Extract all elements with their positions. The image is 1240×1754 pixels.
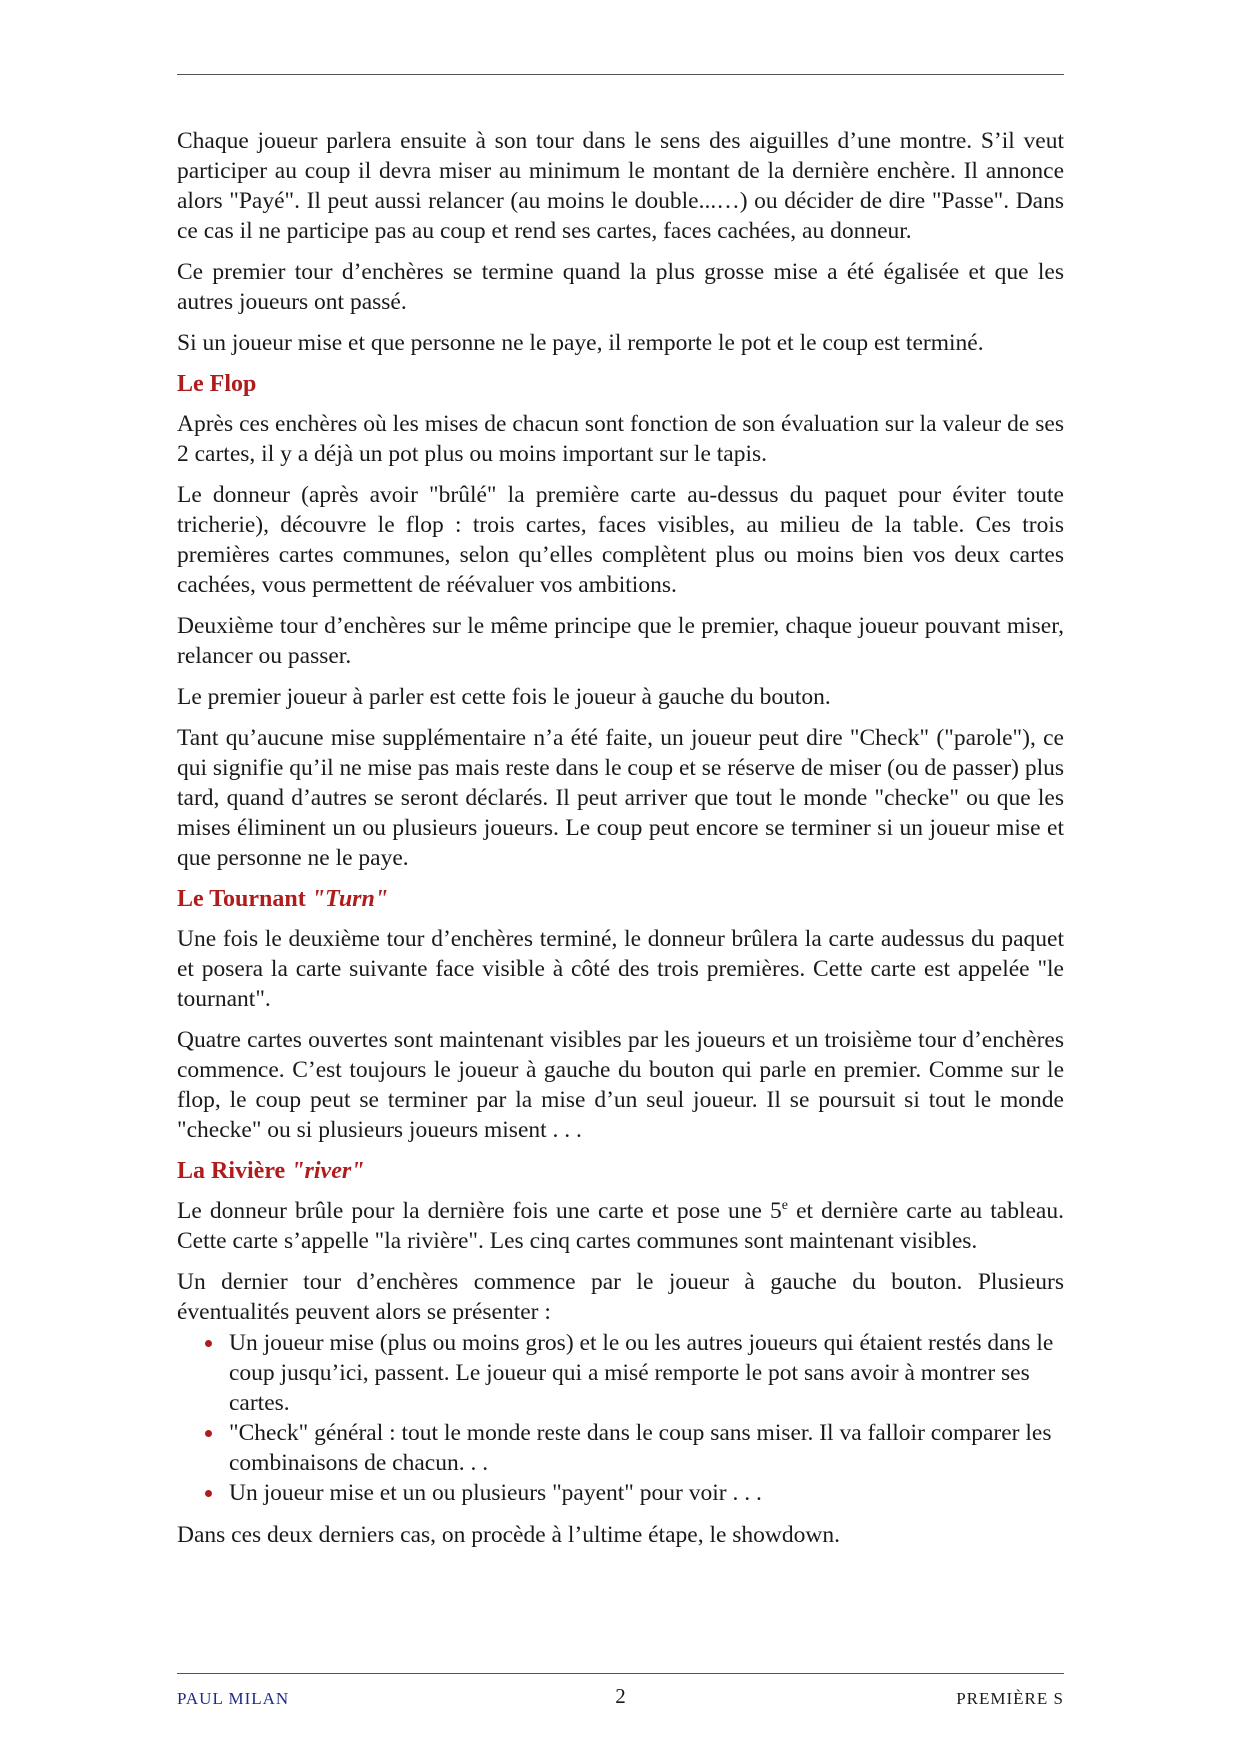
paragraph: Le premier joueur à parler est cette fois le joueur à gauche du bouton. — [177, 684, 831, 710]
paragraph: Quatre cartes ouvertes sont maintenant visibles par les joueurs et un troisième tour d’enchères commence. C’est toujours le joueur à gauche du bouton qui parle en premier. Comme sur le flop, le coup peut se terminer par la mise d’un seul joueur. Il se poursuit si tout le monde "checke" ou si plusieurs joueurs misent . . . — [177, 1027, 1064, 1143]
paragraph: Le donneur (après avoir "brûlé" la première carte au-dessus du paquet pour éviter toute tricherie), découvre le flop : trois cartes, faces visibles, au milieu de la table. Ces trois premières cartes communes, selon qu’elles complètent plus ou moins bien vos deux cartes cachées, vous permettent de réévaluer vos ambitions. — [177, 482, 1064, 598]
paragraph: Tant qu’aucune mise supplémentaire n’a été faite, un joueur peut dire "Check" ("parole"), ce qui signifie qu’il ne mise pas mais reste dans le coup et se réserve de miser (ou de passer) plus tard, quand d’autres se seront déclarés. Il peut arriver que tout le monde "checke" ou que les mises éliminent un ou plusieurs joueurs. Le coup peut encore se terminer si un joueur mise et que personne ne le paye. — [177, 725, 1064, 871]
list-item — [229, 1328, 1064, 1418]
page-footer — [177, 1683, 1064, 1713]
heading-river — [177, 1156, 1064, 1186]
heading-river-english: "river" — [291, 1158, 365, 1184]
list-item-text: Un joueur mise (plus ou moins gros) et le ou les autres joueurs qui étaient restés dans le coup jusqu’ici, passent. Le joueur qui a misé remporte le pot sans avoir à montrer ses cartes. — [229, 1330, 1054, 1416]
paragraph: Une fois le deuxième tour d’enchères terminé, le donneur brûlera la carte audessus du paquet et posera la carte suivante face visible à côté des trois premières. Cette carte est appelée "le tournant". — [177, 926, 1064, 1012]
paragraph — [177, 1196, 1064, 1256]
heading-turn-title: Le Tournant — [177, 886, 306, 912]
heading-flop: Le Flop — [177, 371, 257, 397]
footer-author: PAUL MILAN — [177, 1689, 290, 1708]
paragraph-text: et dernière carte au tableau. Cette carte s’appelle "la rivière". Les cinq cartes communes sont maintenant visibles. — [177, 1198, 1064, 1254]
list-item-text: "Check" général : tout le monde reste dans le coup sans miser. Il va falloir comparer les combinaisons de chacun. . . — [229, 1420, 1052, 1476]
paragraph: Chaque joueur parlera ensuite à son tour dans le sens des aiguilles d’une montre. S’il veut participer au coup il devra miser au minimum le montant de la dernière enchère. Il annonce alors "Payé". Il peut aussi relancer (au moins le double...…) ou décider de dire "Passe". Dans ce cas il ne participe pas au coup et rend ses cartes, faces cachées, au donneur. — [177, 128, 1064, 244]
list-item — [229, 1478, 1064, 1508]
page-number: 2 — [615, 1684, 626, 1708]
paragraph: Si un joueur mise et que personne ne le paye, il remporte le pot et le coup est terminé. — [177, 330, 984, 356]
footer-rule — [177, 1673, 1064, 1674]
paragraph: Après ces enchères où les mises de chacun sont fonction de son évaluation sur la valeur de ses 2 cartes, il y a déjà un pot plus ou moins important sur le tapis. — [177, 411, 1064, 467]
bullet-icon — [205, 1490, 212, 1497]
heading-turn-english: "Turn" — [311, 886, 389, 912]
footer-course: PREMIÈRE S — [956, 1689, 1064, 1708]
list-item-text: Un joueur mise et un ou plusieurs "payent" pour voir . . . — [229, 1480, 762, 1506]
paragraph: Ce premier tour d’enchères se termine quand la plus grosse mise a été égalisée et que les autres joueurs ont passé. — [177, 259, 1064, 315]
paragraph: Un dernier tour d’enchères commence par le joueur à gauche du bouton. Plusieurs éventualités peuvent alors se présenter : — [177, 1269, 1064, 1325]
paragraph: Dans ces deux derniers cas, on procède à l’ultime étape, le showdown. — [177, 1522, 840, 1548]
bullet-icon — [205, 1430, 212, 1437]
paragraph: Deuxième tour d’enchères sur le même principe que le premier, chaque joueur pouvant miser, relancer ou passer. — [177, 613, 1064, 669]
heading-turn — [177, 884, 1064, 914]
bullet-icon — [205, 1340, 212, 1347]
header-rule — [177, 74, 1064, 75]
body-text — [177, 126, 1064, 1561]
heading-river-title: La Rivière — [177, 1158, 286, 1184]
paragraph-text: Le donneur brûle pour la dernière fois une carte et pose une 5 — [177, 1198, 782, 1224]
superscript: e — [781, 1198, 789, 1214]
list-item — [229, 1418, 1064, 1478]
bullet-list — [177, 1328, 1064, 1508]
